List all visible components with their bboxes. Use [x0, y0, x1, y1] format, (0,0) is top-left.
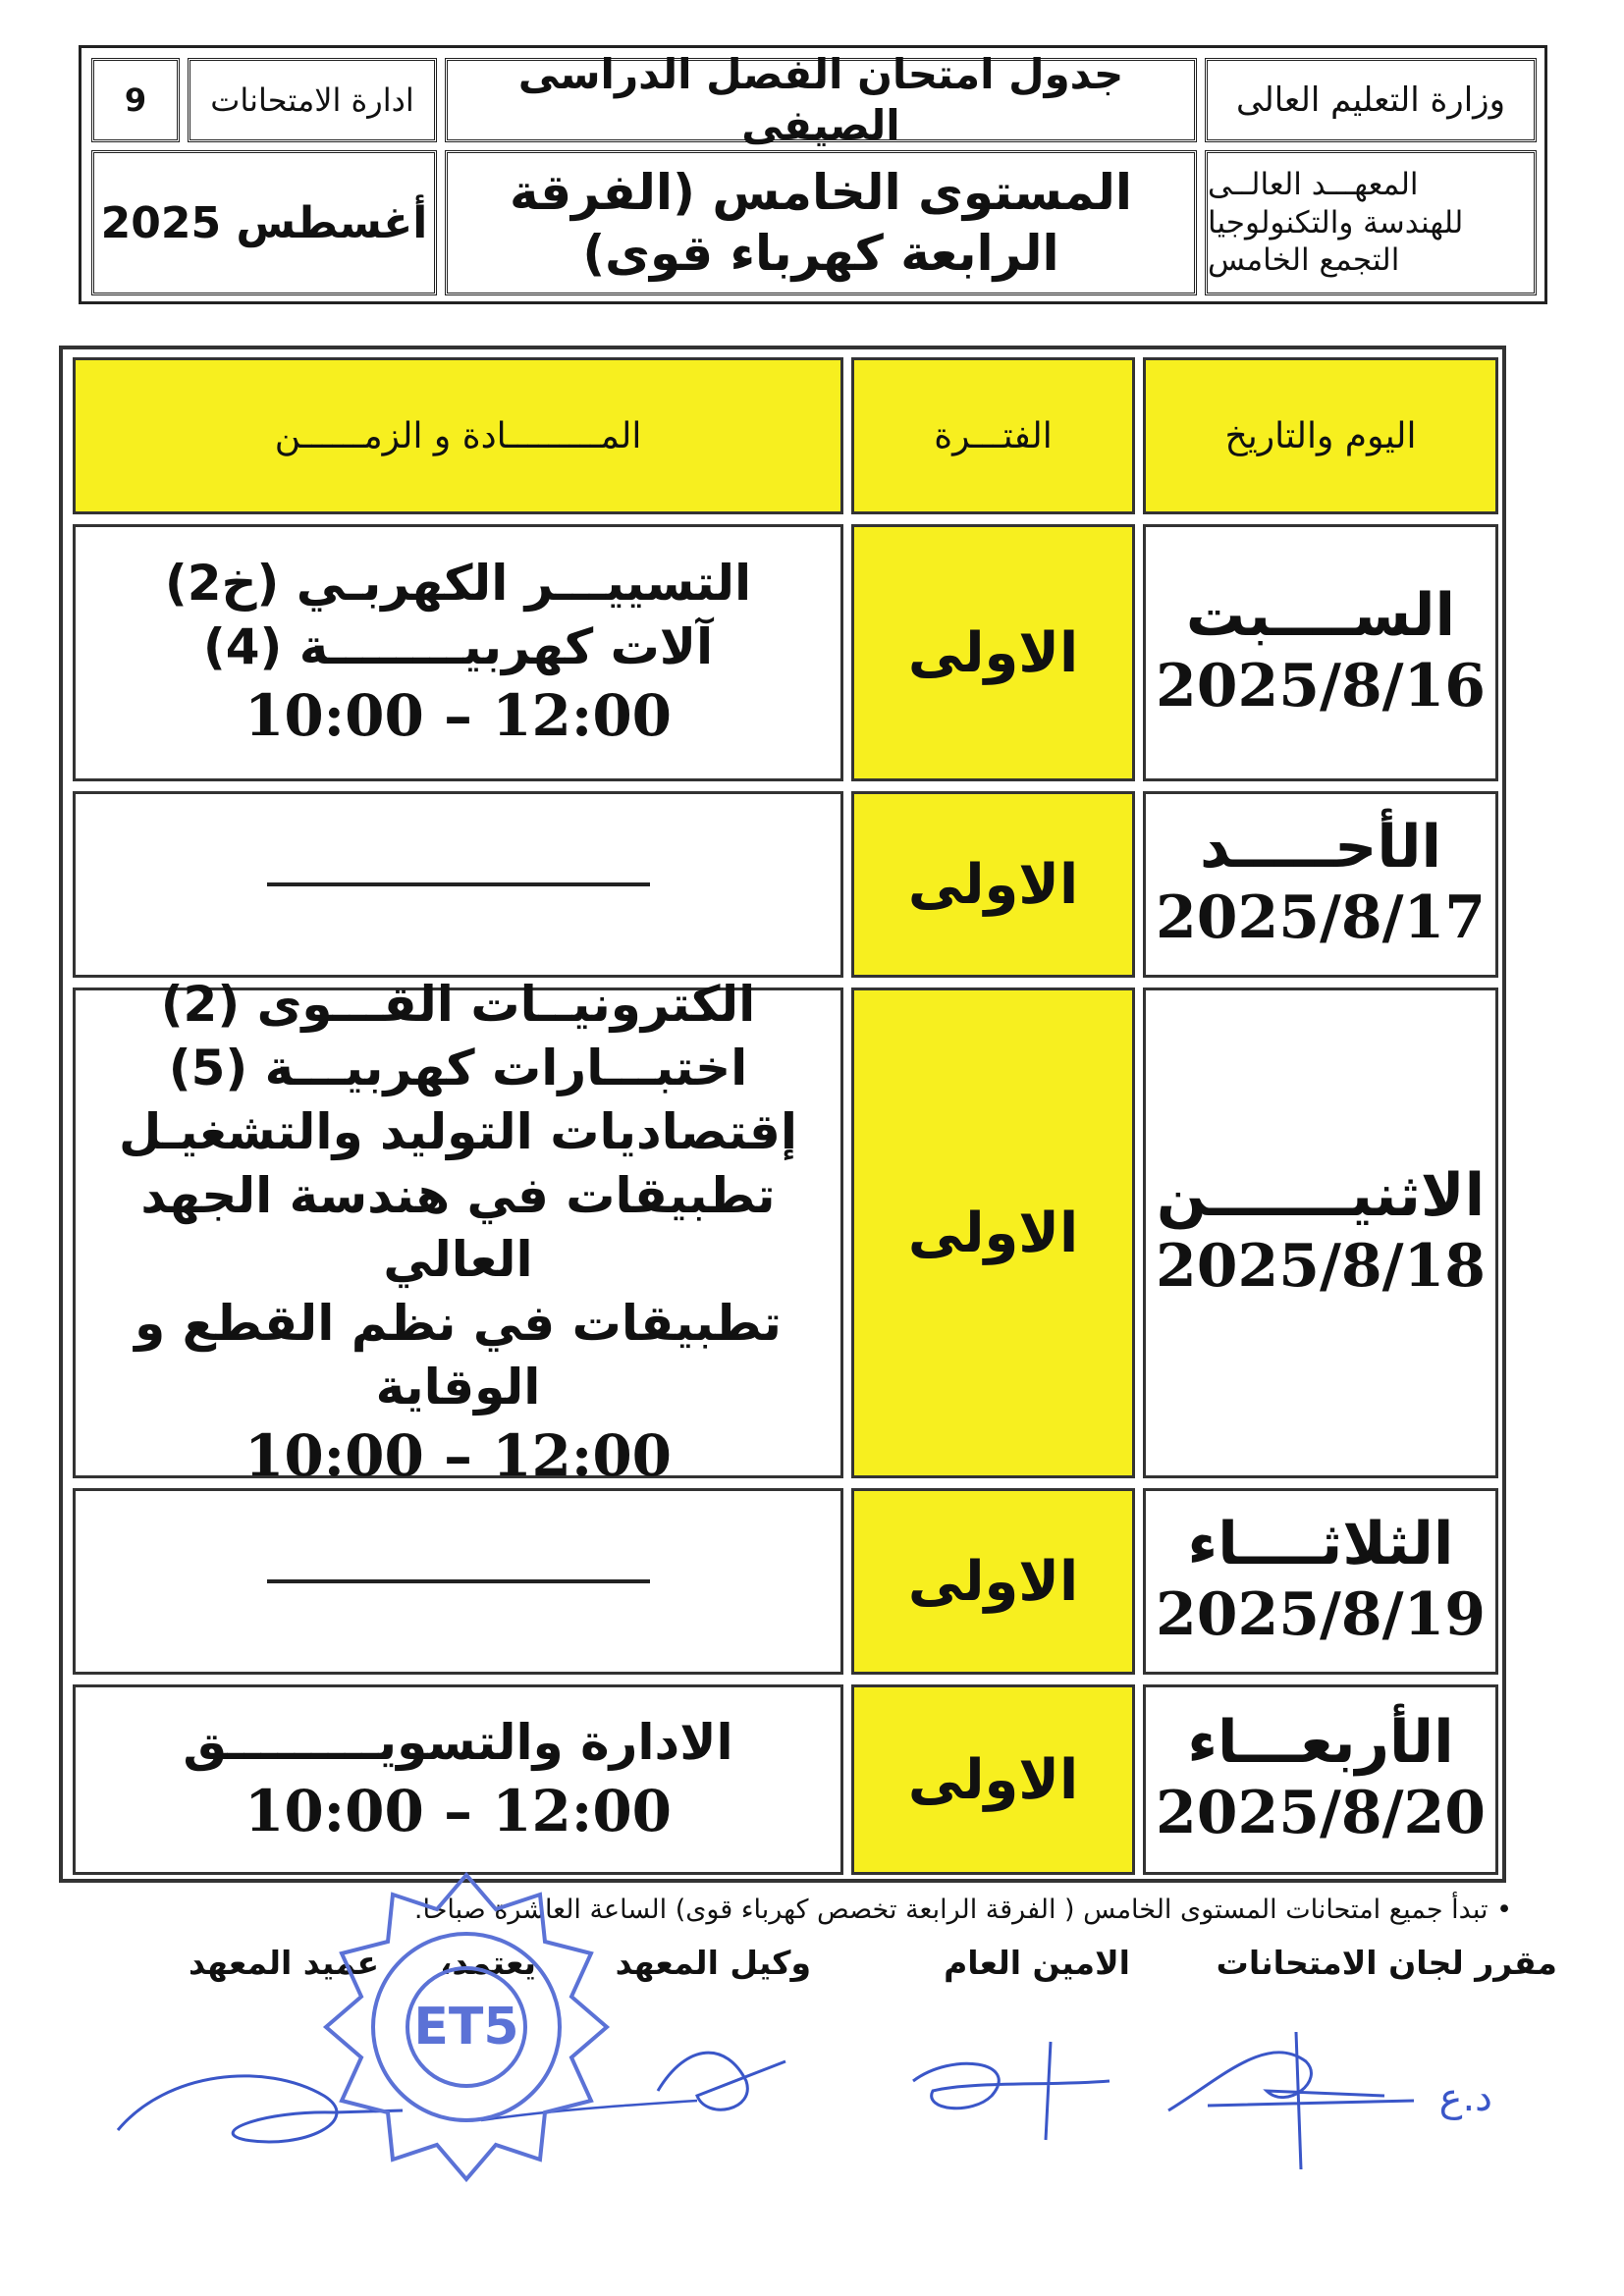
day-name: الســــبت	[1185, 581, 1456, 650]
exam-time: 10:00 – 12:00	[244, 1421, 673, 1489]
no-exam-dash	[267, 1579, 650, 1583]
exam-time: 10:00 – 12:00	[244, 682, 673, 750]
day-name: الأحـــــد	[1199, 813, 1442, 881]
exam-date: 2025/8/18	[1155, 1232, 1487, 1301]
table-row-day	[1143, 1488, 1498, 1675]
subject-name: تطبيقات في هندسة الجهد العالي	[140, 1166, 776, 1288]
subject-name: التسييـــر الكهربـي (خ2)	[164, 555, 752, 613]
rapporteur-signature	[1168, 2032, 1414, 2169]
day-name: الأربعـــاء	[1187, 1708, 1454, 1777]
table-row-day	[1143, 524, 1498, 781]
vice-dean-label: وكيل المعهد	[615, 1944, 811, 1982]
period-cell: الاولى	[851, 791, 1135, 978]
period-cell: الاولى	[851, 1684, 1135, 1875]
day-name: الثلاثــــاء	[1187, 1510, 1454, 1578]
exam-date: 2025/8/19	[1155, 1580, 1487, 1649]
institute-line: التجمع الخامس	[1208, 242, 1400, 279]
subject-name: اختبـــارات كهربيـــة (5)	[168, 1039, 748, 1096]
schedule-table	[59, 346, 1506, 1883]
table-row-day	[1143, 791, 1498, 978]
exam-date: 2025/8/17	[1155, 883, 1487, 952]
subject-name: آلات كهربيــــــــة (4)	[202, 618, 714, 676]
no-exam-dash	[267, 882, 650, 886]
period-cell: الاولى	[851, 988, 1135, 1478]
table-row-day	[1143, 988, 1498, 1478]
header-subject-time: المـــــــــادة و الزمــــــن	[73, 357, 843, 514]
header-period: الفتـــرة	[851, 357, 1135, 514]
subject-name: تطبيقات في نظم القطع و الوقاية	[135, 1294, 782, 1415]
subject-name: الكترونيــات القـــوى (2)	[160, 975, 756, 1033]
page-number: 9	[91, 58, 180, 142]
header-day-date: اليوم والتاريخ	[1143, 357, 1498, 514]
day-name: الاثنيـــــــن	[1156, 1161, 1486, 1230]
subject-name: إقتصاديات التوليد والتشغيـل	[119, 1102, 797, 1160]
secretary-general-label: الامين العام	[944, 1944, 1130, 1982]
exam-time: 10:00 – 12:00	[244, 1777, 673, 1844]
stamp-logo-text: ET5	[413, 1998, 519, 2056]
institute-name	[1205, 150, 1537, 295]
subject-cell	[73, 1684, 843, 1875]
level-title: المستوى الخامس (الفرقة الرابعة كهرباء قوى)	[445, 150, 1197, 295]
exams-rapporteur-label: مقرر لجان الامتحانات	[1216, 1944, 1557, 1982]
subject-cell	[73, 1488, 843, 1675]
subject-cell	[73, 791, 843, 978]
period-cell: الاولى	[851, 1488, 1135, 1675]
exam-date: 2025/8/20	[1155, 1779, 1487, 1847]
ministry-name: وزارة التعليم العالى	[1205, 58, 1537, 142]
exam-date: 2025/8/16	[1155, 652, 1487, 721]
subject-cell	[73, 975, 843, 1489]
subject-name: الادارة والتسويـــــــــق	[183, 1713, 733, 1771]
period-cell: الاولى	[851, 524, 1135, 781]
rapporteur-initials: د.ع	[1438, 2075, 1492, 2120]
schedule-title: جدول امتحان الفصل الدراسى الصيفى	[445, 58, 1197, 142]
institute-line: للهندسة والتكنولوجيا	[1208, 204, 1464, 240]
approved-label: يعتمد،	[439, 1944, 536, 1982]
subject-cell	[73, 524, 843, 781]
month-year: أغسطس 2025	[91, 150, 437, 295]
exam-start-note: • تبدأ جميع امتحانات المستوى الخامس ( الفرقة الرابعة تخصص كهرباء قوى) الساعة العاشرة صباحا.	[413, 1895, 1512, 1925]
dean-label: عميد المعهد	[189, 1944, 379, 1982]
institute-line: المعهـــد العالــى	[1208, 166, 1419, 202]
header-box	[79, 45, 1547, 304]
secretary-general-signature	[913, 2042, 1110, 2140]
table-row-day	[1143, 1684, 1498, 1875]
institute-stamp	[314, 1865, 619, 2189]
department-name: ادارة الامتحانات	[188, 58, 437, 142]
